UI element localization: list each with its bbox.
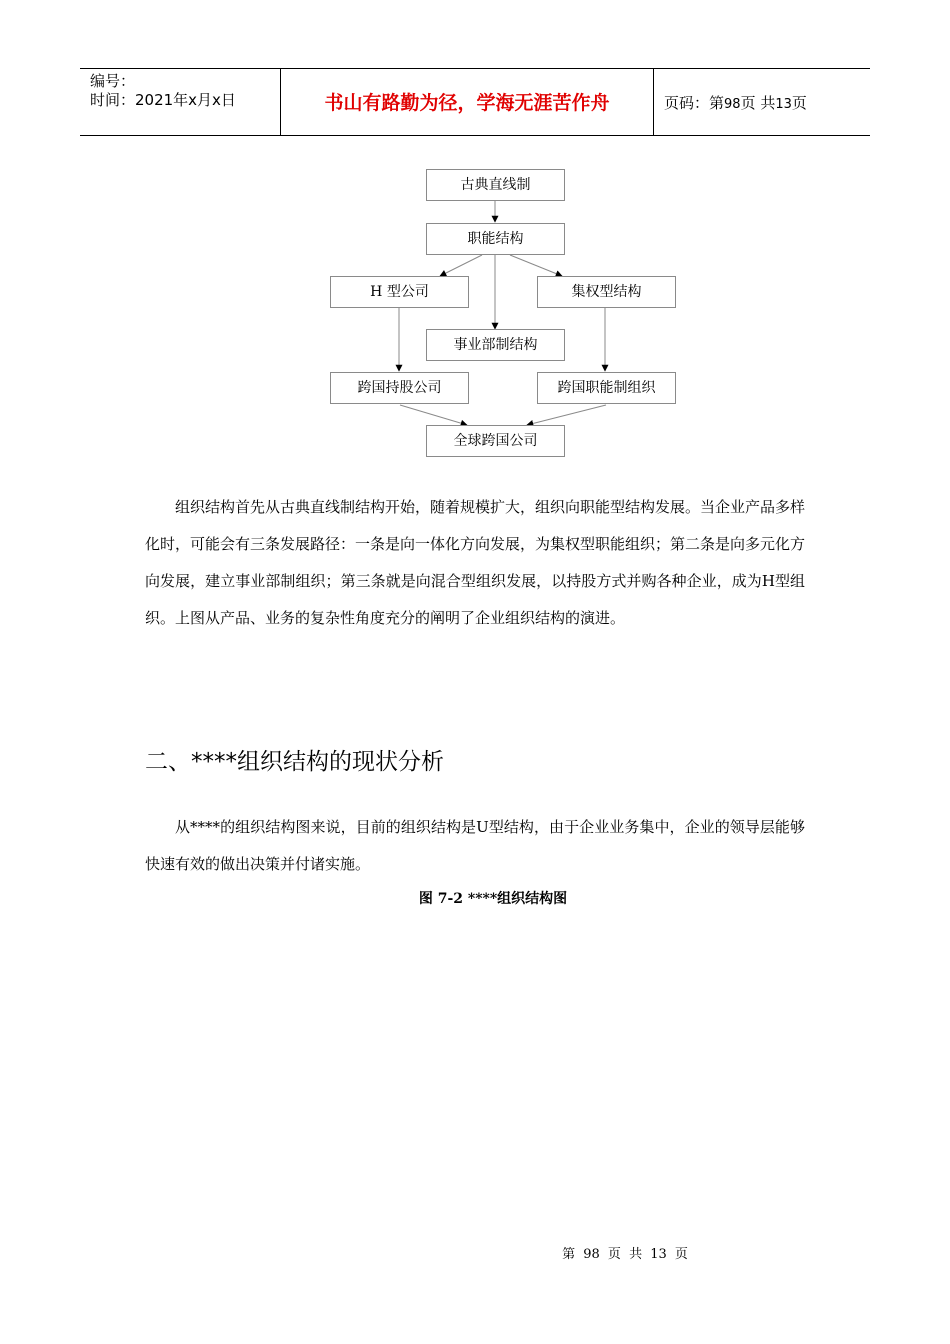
page-footer: 第 98 页 共 13 页: [562, 1247, 688, 1262]
section-heading: 二、****组织结构的现状分析: [145, 749, 444, 775]
org-evolution-diagram: [0, 0, 950, 480]
node-classic-linear: 古典直线制: [426, 169, 565, 201]
page-mid: 页 共: [740, 94, 776, 112]
arrow-functional-to-h: [440, 255, 482, 276]
node-global-company: 全球跨国公司: [426, 425, 565, 457]
arrow-functional-to-centralized: [510, 255, 562, 276]
node-divisional-structure: 事业部制结构: [426, 329, 565, 361]
page-prefix: 页码：第: [664, 94, 725, 112]
arrow-funcorg-to-global: [527, 405, 606, 425]
node-h-company: H 型公司: [330, 276, 469, 308]
node-centralized-structure: 集权型结构: [537, 276, 676, 308]
body-paragraph-1: [145, 489, 805, 637]
body-paragraph-2: [145, 809, 805, 883]
node-functional-structure: 职能结构: [426, 223, 565, 255]
node-multinational-holding: 跨国持股公司: [330, 372, 469, 404]
paragraph-1-text: 组织结构首先从古典直线制结构开始，随着规模扩大，组织向职能型结构发展。当企业产品多样化时，可能会有三条发展路径：一条是向一体化方向发展，为集权型职能组织；第二条是向多元化方向发展，建立事业部制组织；第三条就是向混合型组织发展，以持股方式并购各种企业，成为H型组织。上图从产品、业务的复杂性角度充分的阐明了企业组织结构的演进。: [145, 498, 806, 627]
arrow-holding-to-global: [400, 405, 467, 425]
header-motto: 书山有路勤为径，学海无涯苦作舟: [324, 92, 610, 114]
figure-caption: 图 7-2 ****组织结构图: [418, 891, 568, 907]
page-total: 13: [775, 97, 792, 112]
document-number-label: 编号：: [90, 72, 136, 90]
paragraph-2-text: 从****的组织结构图来说，目前的组织结构是U型结构，由于企业业务集中，企业的领导层能够快速有效的做出决策并付诸实施。: [145, 818, 805, 873]
document-date-label: 时间：2021年x月x日: [90, 91, 236, 109]
page-suffix: 页: [791, 94, 807, 112]
page-current: 98: [724, 97, 741, 112]
node-multinational-functional-org: 跨国职能制组织: [537, 372, 676, 404]
